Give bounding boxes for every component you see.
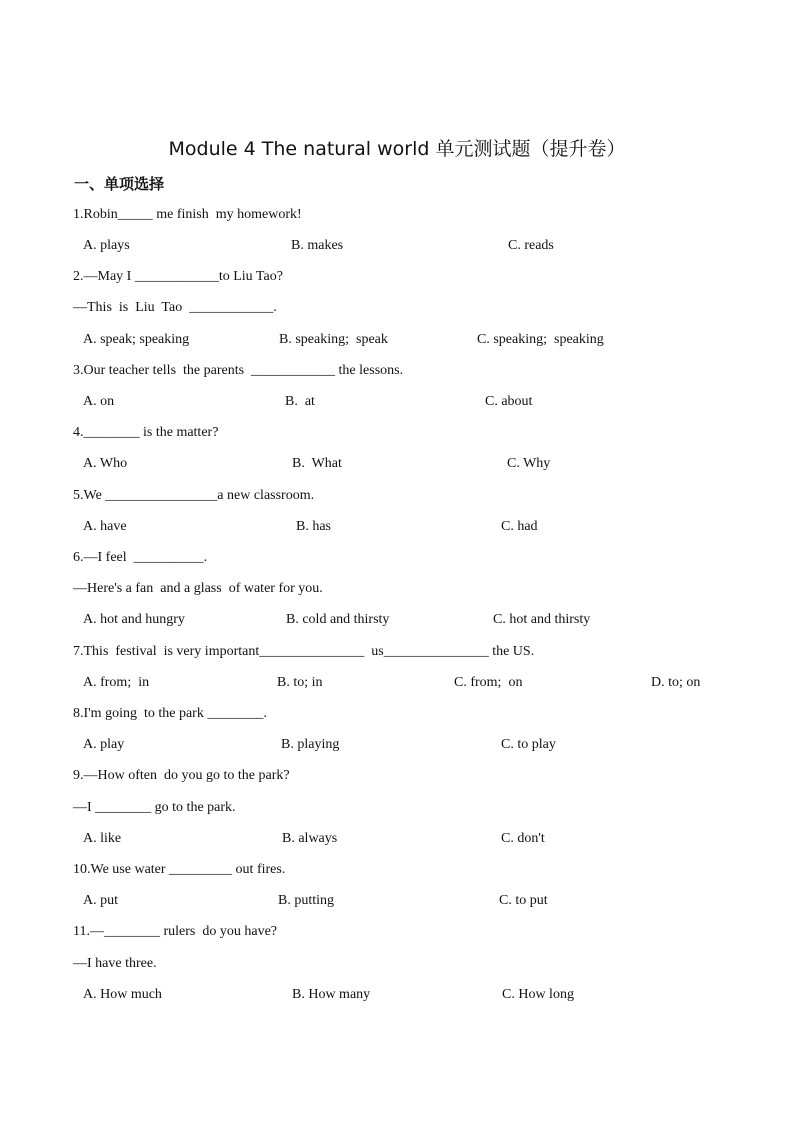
question-8-option-a: A. play [83,737,125,752]
question-6-option-c: C. hot and thirsty [493,612,591,627]
question-9-option-b: B. always [282,831,338,846]
question-9-option-a: A. like [83,831,122,846]
question-1-option-a: A. plays [83,238,130,253]
question-8-option-c: C. to play [501,737,556,752]
question-7-stem: 7.This festival is very important_______________ us_______________ the US. [73,644,535,659]
question-4-option-b: B. What [292,456,342,471]
question-1-option-c: C. reads [508,238,554,253]
question-8-stem: 8.I'm going to the park ________. [73,706,267,721]
question-2-option-c: C. speaking; speaking [477,332,604,347]
question-7-option-a: A. from; in [83,675,150,690]
question-5-option-c: C. had [501,519,538,534]
question-5-option-b: B. has [296,519,331,534]
page-title: Module 4 The natural world 单元测试题（提升卷） [168,138,626,160]
question-10-stem: 10.We use water _________ out fires. [73,862,286,877]
question-4-stem: 4.________ is the matter? [73,425,219,440]
question-11-stem: 11.—________ rulers do you have? [73,924,277,939]
section-heading: 一、单项选择 [74,175,165,193]
question-10-option-b: B. putting [278,893,335,908]
question-6-option-b: B. cold and thirsty [286,612,390,627]
question-11-option-b: B. How many [292,987,371,1002]
question-3-option-b: B. at [285,394,315,409]
question-5-option-a: A. have [83,519,127,534]
question-11-reply: —I have three. [73,956,157,971]
question-11-option-c: C. How long [502,987,574,1002]
question-1-stem: 1.Robin_____ me finish my homework! [73,207,302,222]
question-4-option-a: A. Who [83,456,128,471]
question-6-option-a: A. hot and hungry [83,612,185,627]
question-6-reply: —Here's a fan and a glass of water for you. [73,581,323,596]
question-7-option-c: C. from; on [454,675,523,690]
question-7-option-d: D. to; on [651,675,701,690]
question-3-stem: 3.Our teacher tells the parents ____________ the lessons. [73,363,404,378]
question-10-option-a: A. put [83,893,118,908]
question-8-option-b: B. playing [281,737,340,752]
question-9-option-c: C. don't [501,831,545,846]
question-2-stem: 2.—May I ____________to Liu Tao? [73,269,283,284]
question-2-reply: —This is Liu Tao ____________. [73,300,277,315]
question-9-stem: 9.—How often do you go to the park? [73,768,290,783]
question-6-stem: 6.—I feel __________. [73,550,208,565]
question-7-option-b: B. to; in [277,675,323,690]
question-11-option-a: A. How much [83,987,162,1002]
question-3-option-c: C. about [485,394,533,409]
question-2-option-b: B. speaking; speak [279,332,388,347]
question-1-option-b: B. makes [291,238,344,253]
question-2-option-a: A. speak; speaking [83,332,190,347]
question-5-stem: 5.We ________________a new classroom. [73,488,315,503]
question-4-option-c: C. Why [507,456,551,471]
question-10-option-c: C. to put [499,893,548,908]
question-9-reply: —I ________ go to the park. [73,800,236,815]
question-3-option-a: A. on [83,394,115,409]
